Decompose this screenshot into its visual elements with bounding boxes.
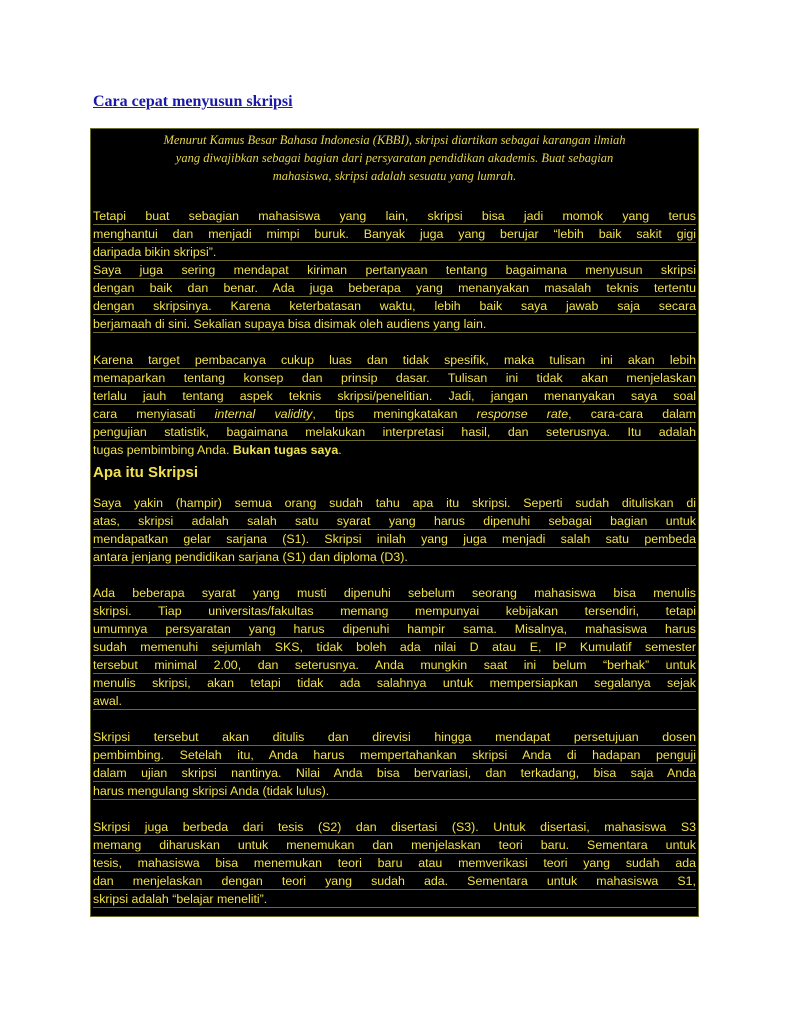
text-line (93, 441, 696, 458)
text-run: . (338, 443, 342, 457)
paragraph-2 (93, 261, 696, 333)
text-line: skripsi. Tiap universitas/fakultas memang mempunyai kebijakan tersendiri, tetapi (93, 604, 696, 618)
text-line: memang diharuskan untuk menemukan dan menjelaskan teori baru. Sementara untuk (93, 838, 696, 852)
paragraph-7 (93, 818, 696, 908)
text-line: Ada beberapa syarat yang musti dipenuhi sebelum seorang mahasiswa bisa menulis (93, 586, 696, 600)
text-line: umumnya persyaratan yang harus dipenuhi hampir sama. Misalnya, mahasiswa harus (93, 622, 696, 636)
text-line: Saya yakin (hampir) semua orang sudah tahu apa itu skripsi. Seperti sudah dituliskan di (93, 496, 696, 510)
paragraph-gap (91, 710, 698, 728)
text-line: skripsi adalah “belajar meneliti”. (93, 890, 696, 908)
text-line: terlalu jauh tentang aspek teknis skripsi/penelitian. Jadi, jangan menanyakan saya soal (93, 389, 696, 403)
text-line: pembimbing. Setelah itu, Anda harus mempertahankan skripsi Anda di hadapan penguji (93, 748, 696, 762)
text-run: cara menyiasati (93, 407, 215, 421)
paragraph-gap (91, 333, 698, 351)
intro-line: yang diwajibkan sebagai bagian dari persyaratan pendidikan akademis. Buat sebagian (175, 151, 614, 165)
text-run: , cara-cara dalam (568, 407, 696, 421)
text-line: dengan skripsinya. Karena keterbatasan waktu, lebih baik saya jawab saja secara (93, 299, 696, 313)
emphasis-response-rate: response rate (476, 407, 569, 421)
content-box (90, 128, 699, 917)
text-line: sudah memenuhi sejumlah SKS, tidak boleh ada nilai D atau E, IP Kumulatif semester (93, 640, 696, 654)
text-run: tugas pembimbing Anda. (93, 443, 233, 457)
text-line: Skripsi juga berbeda dari tesis (S2) dan disertasi (S3). Untuk disertasi, mahasiswa S3 (93, 820, 696, 834)
text-line: dalam ujian skripsi nantinya. Nilai Anda bisa bervariasi, dan terkadang, bisa saja Anda (93, 766, 696, 780)
paragraph-gap (91, 566, 698, 584)
text-line: daripada bikin skripsi”. (93, 243, 696, 261)
text-line (93, 405, 696, 423)
text-line: tersebut minimal 2.00, dan seterusnya. Anda mungkin saat ini belum “berhak” untuk (93, 658, 696, 672)
text-line: menulis skripsi, akan tetapi tidak ada salahnya untuk mempersiapkan segalanya sejak (93, 676, 696, 690)
text-line: awal. (93, 692, 696, 710)
text-line: Saya juga sering mendapat kiriman pertanyaan tentang bagaimana menyusun skripsi (93, 263, 696, 277)
paragraph-4 (93, 494, 696, 566)
document-title[interactable]: Cara cepat menyusun skripsi (93, 93, 293, 110)
text-line: Tetapi buat sebagian mahasiswa yang lain, skripsi bisa jadi momok yang terus (93, 209, 696, 223)
text-line: mendapatkan gelar sarjana (S1). Skripsi inilah yang juga menjadi salah satu pembeda (93, 532, 696, 546)
paragraph-3 (93, 351, 696, 458)
intro-line: Menurut Kamus Besar Bahasa Indonesia (KBBI), skripsi diartikan sebagai karangan ilmiah (163, 133, 626, 147)
text-line: berjamaah di sini. Sekalian supaya bisa disimak oleh audiens yang lain. (93, 315, 696, 333)
paragraph-6 (93, 728, 696, 800)
text-line: Skripsi tersebut akan ditulis dan direvisi hingga mendapat persetujuan dosen (93, 730, 696, 744)
text-run: , tips meningkatakan (312, 407, 477, 421)
bold-statement: Bukan tugas saya (232, 443, 339, 457)
text-line: pengujian statistik, bagaimana melakukan interpretasi hasil, dan seterusnya. Itu adalah (93, 425, 696, 439)
text-line: tesis, mahasiswa bisa menemukan teori baru atau memverikasi teori yang sudah ada (93, 856, 696, 870)
text-line: Karena target pembacanya cukup luas dan tidak spesifik, maka tulisan ini akan lebih (93, 353, 696, 367)
intro-line: mahasiswa, skripsi adalah sesuatu yang lumrah. (272, 169, 517, 183)
text-line: atas, skripsi adalah salah satu syarat yang harus dipenuhi sebagai bagian untuk (93, 514, 696, 528)
paragraph-5 (93, 584, 696, 710)
text-line: menghantui dan menjadi mimpi buruk. Banyak juga yang berujar “lebih baik sakit gigi (93, 227, 696, 241)
text-line: antara jenjang pendidikan sarjana (S1) dan diploma (D3). (93, 548, 696, 566)
intro-quote (91, 129, 698, 189)
section-heading: Apa itu Skripsi (93, 464, 199, 481)
paragraph-gap (91, 800, 698, 818)
text-line: harus mengulang skripsi Anda (tidak lulus). (93, 782, 696, 800)
text-line: dengan baik dan benar. Ada juga beberapa yang menanyakan masalah teknis tertentu (93, 281, 696, 295)
text-line: dan menjelaskan dengan teori yang sudah ada. Sementara untuk mahasiswa S1, (93, 874, 696, 888)
paragraph-1 (93, 207, 696, 261)
emphasis-internal-validity: internal validity (214, 407, 313, 421)
paragraph-gap (91, 189, 698, 207)
text-line: memaparkan tentang konsep dan prinsip dasar. Tulisan ini tidak akan menjelaskan (93, 371, 696, 385)
